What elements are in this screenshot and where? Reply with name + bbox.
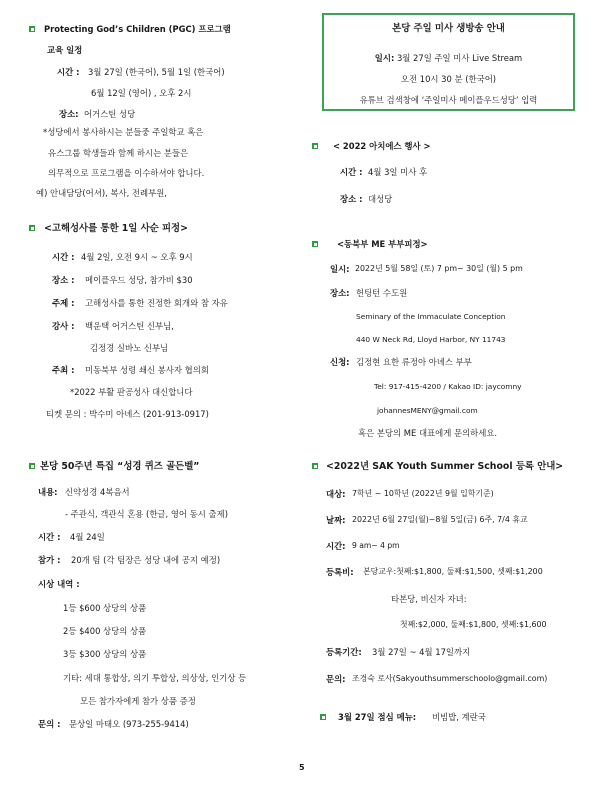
retreat-host-label: 주최 :	[52, 365, 75, 375]
pgc-place-value: 어거스틴 성당	[84, 109, 136, 119]
quiz-contact-label: 문의 :	[38, 719, 61, 729]
quiz-content-label: 내용:	[38, 487, 58, 497]
sak-contact-label: 문의:	[326, 674, 346, 684]
quiz-award: 3등 $300 상당의 상품	[63, 649, 147, 659]
retreat-speaker-label: 강사 :	[52, 321, 75, 331]
sak-time-value: 9 am~ 4 pm	[352, 541, 400, 550]
pgc-note: 유스그룹 학생들과 함께 하시는 분들은	[48, 148, 189, 158]
me-apply-value: 김정현 요한 류정아 아녜스 부부	[356, 357, 472, 367]
pgc-edu-label: 교육 일정	[47, 45, 83, 55]
retreat-place-label: 장소 :	[52, 275, 75, 285]
quiz-award: 모든 참가자에게 참가 상품 증정	[80, 696, 196, 706]
pgc-time-value2: 6월 12일 (영어) , 오후 2시	[91, 88, 192, 98]
bullet-icon	[312, 241, 318, 247]
sak-fee-value2: 타본당, 비신자 자녀:	[391, 594, 467, 604]
retreat-place-value: 메이플우드 성당, 참가비 $30	[85, 275, 193, 285]
quiz-join-value: 20개 팀 (각 팀장은 성당 내에 공지 예정)	[71, 555, 221, 565]
me-date-label: 일시:	[330, 264, 350, 274]
lunch-value: 비빔밥, 계란국	[432, 712, 486, 722]
retreat-topic-label: 주제 :	[52, 298, 75, 308]
achies-time-label: 시간 :	[340, 167, 363, 177]
me-contact-note: 혹은 본당의 ME 대표에게 문의하세요.	[358, 428, 498, 438]
broadcast-date-label: 일시:	[374, 53, 395, 63]
sak-period-label: 등록기간:	[326, 647, 362, 657]
pgc-time-label: 시간 :	[57, 67, 80, 77]
me-email: johannesMENY@gmail.com	[377, 406, 478, 415]
me-address: Seminary of the Immaculate Conception	[356, 312, 506, 321]
quiz-content-value: 신약성경 4복음서	[65, 487, 130, 497]
pgc-note: 의무적으로 프로그램을 이수하셔야 합니다.	[48, 168, 205, 178]
sak-fee-value3: 첫째:$2,000, 둘째:$1,800, 셋째:$1,600	[400, 620, 547, 629]
quiz-title: 본당 50주년 특집 “성경 퀴즈 골든벨”	[40, 461, 200, 472]
pgc-note: 예) 안내담당(어셔), 복사, 전례부원,	[36, 188, 167, 198]
sak-target-label: 대상:	[326, 489, 346, 499]
pgc-place-label: 장소:	[59, 109, 79, 119]
achies-place-value: 대성당	[368, 194, 393, 204]
pgc-time-value: 3월 27일 (한국어), 5월 1일 (한국어)	[88, 67, 225, 77]
me-place-label: 장소:	[330, 288, 350, 298]
me-title: <동북부 ME 부부피정>	[337, 239, 428, 249]
achies-title: < 2022 아치에스 행사 >	[333, 141, 431, 151]
bullet-icon	[312, 463, 318, 469]
sak-title: <2022년 SAK Youth Summer School 등록 안내>	[326, 461, 564, 472]
bullet-icon	[29, 26, 35, 32]
broadcast-line: 유튜브 검색창에 ‘주일미사 메이플우드성당’ 입력	[359, 95, 538, 105]
me-tel: Tel: 917-415-4200 / Kakao ID: jaycomny	[374, 382, 522, 391]
bullet-icon	[312, 143, 318, 149]
broadcast-line: 오전 10시 30 분 (한국어)	[400, 74, 497, 84]
broadcast-title: 본당 주일 미사 생방송 안내	[392, 23, 505, 34]
pgc-title: Protecting God’s Children (PGC) 프로그램	[44, 24, 231, 34]
retreat-host-value: 미동북부 성령 쇄신 봉사자 협의회	[85, 365, 209, 375]
broadcast-date	[322, 54, 575, 62]
bullet-icon	[29, 225, 35, 231]
me-apply-label: 신청:	[330, 357, 350, 367]
quiz-award: 1등 $600 상당의 상품	[63, 603, 147, 613]
lunch-title: 3월 27일 점심 메뉴:	[338, 712, 417, 722]
quiz-contact-value: 문상일 마태오 (973-255-9414)	[69, 719, 189, 729]
quiz-join-label: 참가 :	[38, 555, 61, 565]
me-address: 440 W Neck Rd, Lloyd Harbor, NY 11743	[356, 335, 506, 344]
sak-period-value: 3월 27일 ~ 4월 17일까지	[372, 647, 471, 657]
retreat-title: <고해성사를 통한 1일 사순 피정>	[44, 223, 188, 234]
broadcast-date-value: 3월 27일 주일 미사 Live Stream	[396, 53, 523, 63]
retreat-time-value: 4월 2일, 오전 9시 ~ 오후 9시	[81, 252, 193, 262]
bullet-icon	[29, 463, 35, 469]
sak-date-value: 2022년 6월 27일(월)~8월 5일(금) 6주, 7/4 휴교	[352, 515, 528, 524]
achies-place-label: 장소 :	[340, 194, 363, 204]
quiz-time-value: 4월 24일	[70, 532, 105, 542]
sak-date-label: 날짜:	[326, 515, 346, 525]
retreat-host-note: *2022 부활 판공성사 대신합니다	[70, 387, 193, 397]
retreat-time-label: 시간 :	[52, 252, 75, 262]
retreat-ticket: 티켓 문의 : 박수미 아녜스 (201-913-0917)	[46, 409, 209, 419]
quiz-time-label: 시간 :	[38, 532, 61, 542]
me-place-value: 헌팅턴 수도원	[356, 288, 408, 298]
sak-time-label: 시간:	[326, 541, 346, 551]
retreat-topic-value: 고해성사를 통한 진정한 회개와 참 자유	[85, 298, 228, 308]
retreat-speaker-value2: 김정경 실바노 신부님	[90, 343, 169, 353]
quiz-award-label: 시상 내역 :	[38, 579, 80, 589]
me-date-value: 2022년 5월 58일 (토) 7 pm~ 30일 (월) 5 pm	[355, 264, 523, 273]
retreat-speaker-value: 백운택 어거스틴 신부님,	[85, 321, 174, 331]
sak-fee-label: 등록비:	[326, 567, 354, 577]
quiz-award: 2등 $400 상당의 상품	[63, 626, 147, 636]
sak-contact-value: 조경숙 로사(Sakyouthsummerschoolo@gmail.com)	[352, 674, 548, 683]
achies-time-value: 4월 3일 미사 후	[368, 167, 428, 177]
quiz-content-value2: - 주관식, 객관식 혼용 (한글, 영어 동시 출제)	[65, 509, 228, 519]
bullet-icon	[320, 714, 326, 720]
pgc-note: *성당에서 봉사하시는 분들중 주일학교 혹은	[43, 127, 204, 137]
sak-target-value: 7학년 ~ 10학년 (2022년 9월 입학기준)	[352, 489, 494, 498]
sak-fee-value: 본당교우:첫째:$1,800, 둘째:$1,500, 셋째:$1,200	[363, 567, 543, 576]
page-number: 5	[299, 763, 305, 772]
quiz-award: 기타: 세대 통합상, 의기 투합상, 의상상, 인기상 등	[63, 673, 247, 683]
